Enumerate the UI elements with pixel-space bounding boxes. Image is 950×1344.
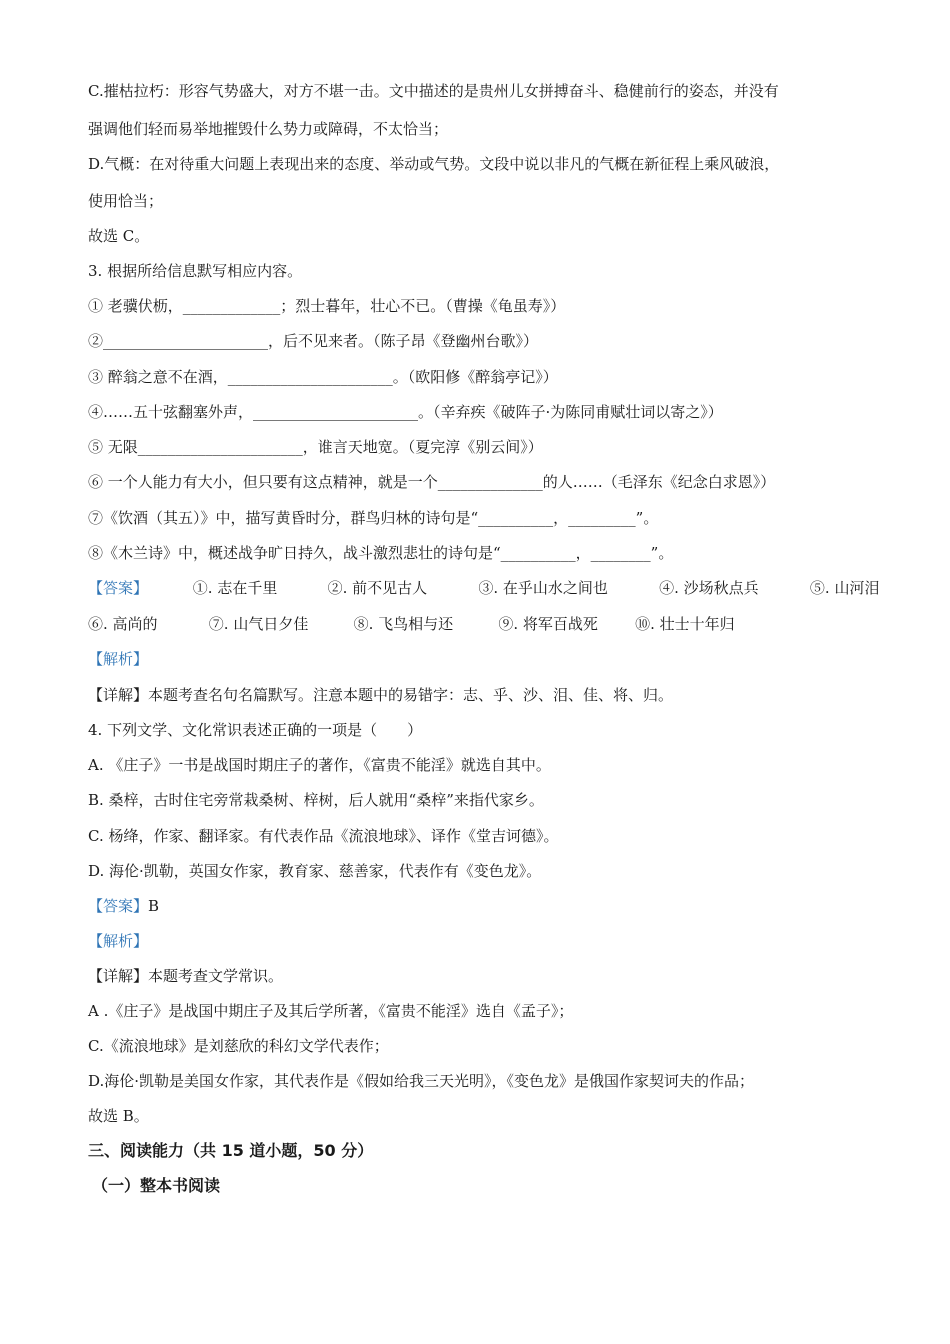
subsection-title: （一）整本书阅读: [92, 1176, 221, 1195]
answer-item: ③. 在乎山水之间也: [478, 579, 608, 597]
fill-blank-item: ③ 醉翁之意不在酒，______________________。（欧阳修《醉翁亭记》）: [88, 368, 558, 386]
answer-item: ②. 前不见古人: [327, 579, 428, 597]
fill-blank-item: ① 老骥伏枥，_____________；烈士暮年，壮心不已。（曹操《龟虽寿》）: [88, 297, 566, 315]
option-c: C. 杨绛，作家、翻译家。有代表作品《流浪地球》、译作《堂吉诃德》。: [88, 827, 559, 845]
answer-item: ⑧. 飞鸟相与还: [353, 615, 454, 633]
answer-row-2: [88, 613, 890, 635]
fill-blank-item: ⑥ 一个人能力有大小，但只要有这点精神，就是一个______________的人……（毛泽东《纪念白求恩》）: [88, 473, 776, 491]
fill-blank-item: ④……五十弦翻塞外声，______________________。（辛弃疾《破阵子·为陈同甫赋壮词以寄之》）: [88, 403, 723, 421]
fill-blank-item: ⑤ 无限______________________，谁言天地宽。（夏完淳《别云间》）: [88, 438, 543, 456]
answer-item: ⑤. 山河泪: [809, 579, 880, 597]
answer-item: ⑩. 壮士十年归: [635, 615, 735, 633]
analysis-tag: 【解析】: [88, 932, 149, 950]
text-line: D.气概：在对待重大问题上表现出来的态度、举动或气势。文段中说以非凡的气概在新征程上乘风破浪，: [88, 155, 780, 173]
answer-tag: 【答案】: [88, 897, 149, 915]
answer-item: ⑦. 山气日夕佳: [208, 615, 309, 633]
question-4-stem: 4. 下列文学、文化常识表述正确的一项是（ ）: [88, 721, 423, 739]
detail-line: C.《流浪地球》是刘慈欣的科幻文学代表作；: [88, 1037, 389, 1055]
answer-line: [88, 895, 890, 917]
detail-line: D.海伦·凯勒是美国女作家，其代表作是《假如给我三天光明》，《变色龙》是俄国作家契诃夫的作品；: [88, 1072, 755, 1090]
detail-line: 故选 B。: [88, 1107, 149, 1125]
text-line: 故选 C。: [88, 227, 150, 245]
text-line: 使用恰当；: [88, 192, 164, 210]
section-title: 三、阅读能力（共 15 道小题，50 分）: [88, 1141, 374, 1160]
fill-blank-item: ⑦《饮酒（其五）》中，描写黄昏时分，群鸟归林的诗句是“__________，_________”。: [88, 509, 659, 527]
question-3-stem: 3. 根据所给信息默写相应内容。: [88, 262, 303, 280]
answer-item: ⑥. 高尚的: [88, 615, 158, 633]
answer-item: ①. 志在千里: [192, 579, 278, 597]
answer-row-1: [88, 577, 890, 599]
text-line: 强调他们轻而易举地摧毁什么势力或障碍，不太恰当；: [88, 120, 449, 138]
detail-line: A .《庄子》是战国中期庄子及其后学所著，《富贵不能淫》选自《孟子》；: [88, 1002, 574, 1020]
answer-item: ⑨. 将军百战死: [498, 615, 598, 633]
text-line: C.摧枯拉朽：形容气势盛大，对方不堪一击。文中描述的是贵州儿女拼搏奋斗、稳健前行的姿态，并没有: [88, 82, 779, 100]
option-b: B. 桑梓，古时住宅旁常栽桑树、梓树，后人就用“桑梓”来指代家乡。: [88, 791, 544, 809]
analysis-tag: 【解析】: [88, 650, 149, 668]
detail-line: 【详解】本题考查文学常识。: [88, 967, 284, 985]
option-d: D. 海伦·凯勒，英国女作家，教育家、慈善家，代表作有《变色龙》。: [88, 862, 542, 880]
answer-value: B: [148, 897, 160, 915]
answer-tag: 【答案】: [88, 579, 149, 597]
fill-blank-item: ②______________________，后不见来者。（陈子昂《登幽州台歌》）: [88, 332, 539, 350]
answer-item: ④. 沙场秋点兵: [659, 579, 759, 597]
option-a: A. 《庄子》一书是战国时期庄子的著作，《富贵不能淫》就选自其中。: [88, 756, 551, 774]
detail-line: 【详解】本题考查名句名篇默写。注意本题中的易错字：志、乎、沙、泪、佳、将、归。: [88, 686, 674, 704]
fill-blank-item: ⑧《木兰诗》中，概述战争旷日持久，战斗激烈悲壮的诗句是“__________，________”。: [88, 544, 674, 562]
